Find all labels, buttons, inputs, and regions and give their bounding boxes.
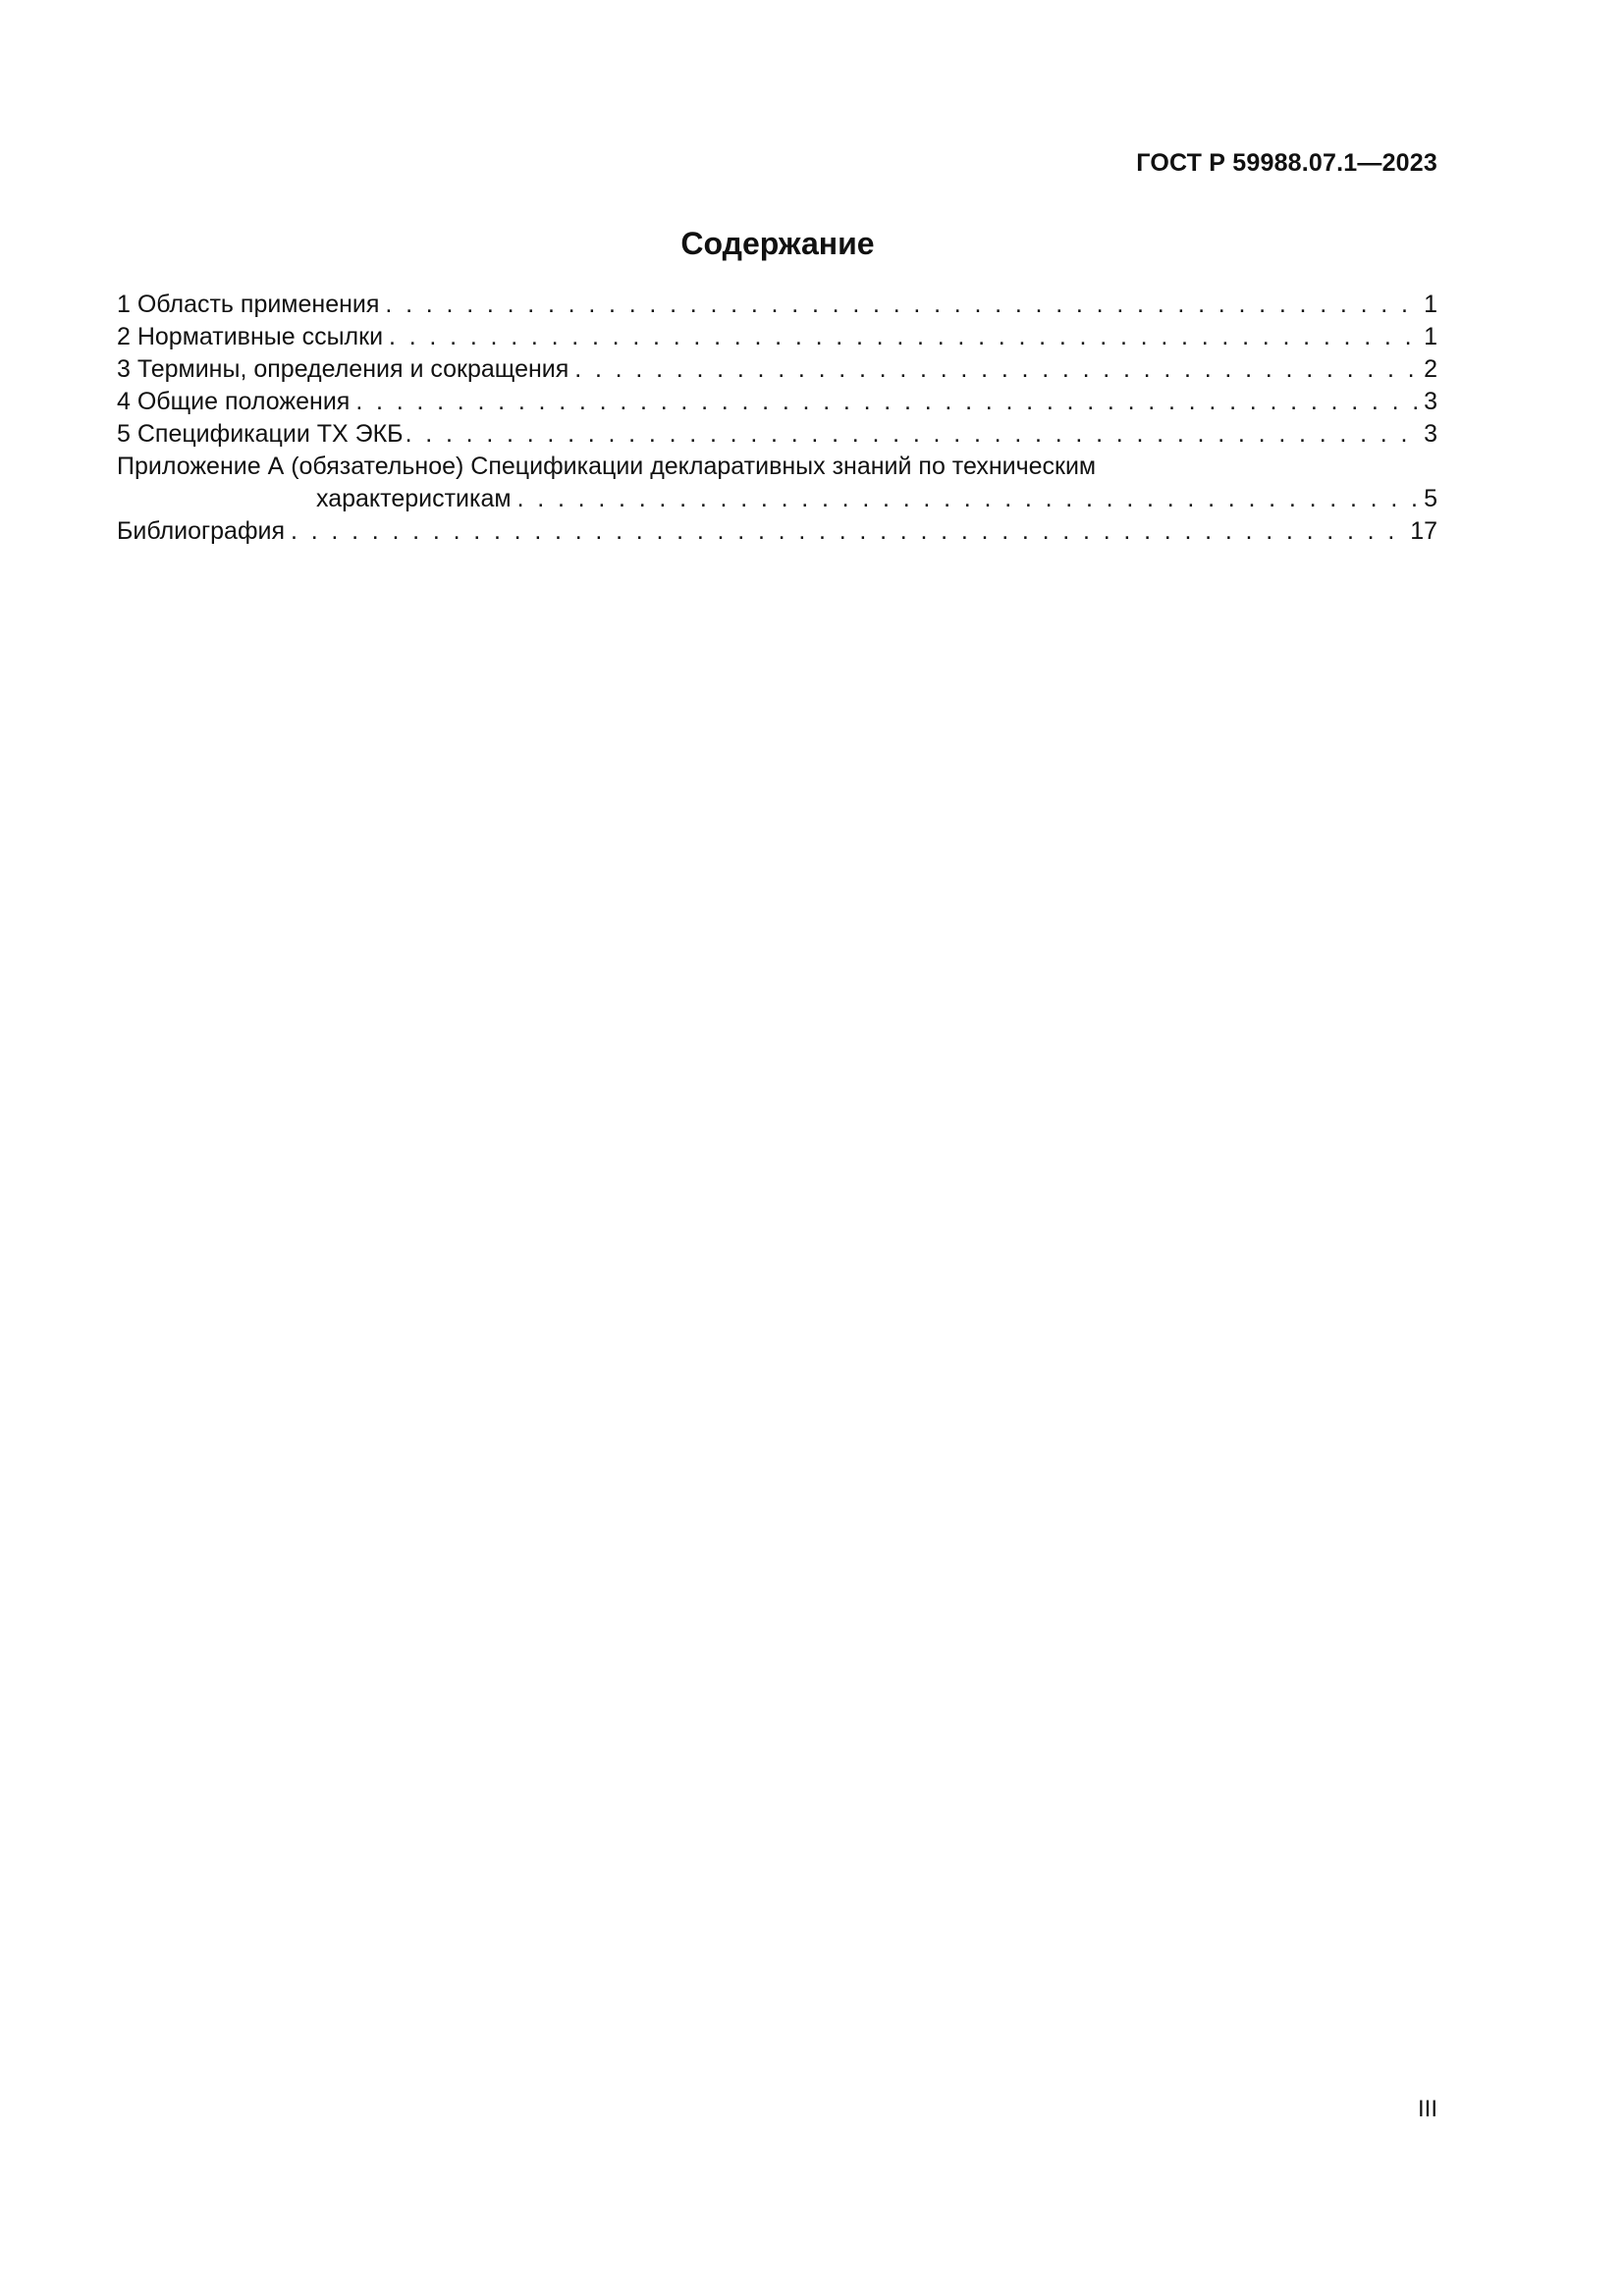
toc-entry-label: 1 Область применения <box>117 291 380 318</box>
toc-entry-label: Библиография <box>117 517 286 545</box>
page-number: III <box>1417 2096 1437 2122</box>
toc-entry-label-continued: характеристикам <box>316 485 512 512</box>
toc-entry-bibliography[interactable] <box>117 515 1437 548</box>
toc-entry-label: 5 Спецификации ТХ ЭКБ <box>117 420 404 448</box>
toc-leader-dots <box>406 418 1423 451</box>
toc-entry-label: 4 Общие положения <box>117 388 351 415</box>
toc-entry-page: 17 <box>1410 517 1437 545</box>
toc-entry-page: 3 <box>1424 420 1437 448</box>
toc-entry-label: Приложение А (обязательное) Спецификации декларативных знаний по техническим <box>117 453 1097 480</box>
document-id: ГОСТ Р 59988.07.1—2023 <box>1136 149 1437 177</box>
toc-entry-page: 1 <box>1424 323 1437 350</box>
toc-entry-normative-references[interactable] <box>117 321 1437 353</box>
table-of-contents <box>117 289 1437 548</box>
toc-leader-dots <box>574 353 1422 386</box>
toc-entry-page: 5 <box>1424 485 1437 512</box>
toc-entry-general[interactable] <box>117 386 1437 418</box>
toc-leader-dots <box>517 483 1423 515</box>
toc-leader-dots <box>389 321 1422 353</box>
toc-entry-continuation <box>117 483 1437 515</box>
toc-entry-page: 1 <box>1424 291 1437 318</box>
toc-entry-label: 2 Нормативные ссылки <box>117 323 384 350</box>
toc-entry-appendix-a[interactable] <box>117 451 1437 515</box>
toc-title: Содержание <box>680 226 875 261</box>
toc-entry-label: 3 Термины, определения и сокращения <box>117 355 569 383</box>
toc-leader-dots <box>291 515 1408 548</box>
toc-leader-dots <box>355 386 1422 418</box>
toc-entry-specifications[interactable] <box>117 418 1437 451</box>
toc-entry-scope[interactable] <box>117 289 1437 321</box>
toc-entry-page: 3 <box>1424 388 1437 415</box>
toc-leader-dots <box>385 289 1422 321</box>
toc-entry-page: 2 <box>1424 355 1437 383</box>
toc-entry-terms[interactable] <box>117 353 1437 386</box>
